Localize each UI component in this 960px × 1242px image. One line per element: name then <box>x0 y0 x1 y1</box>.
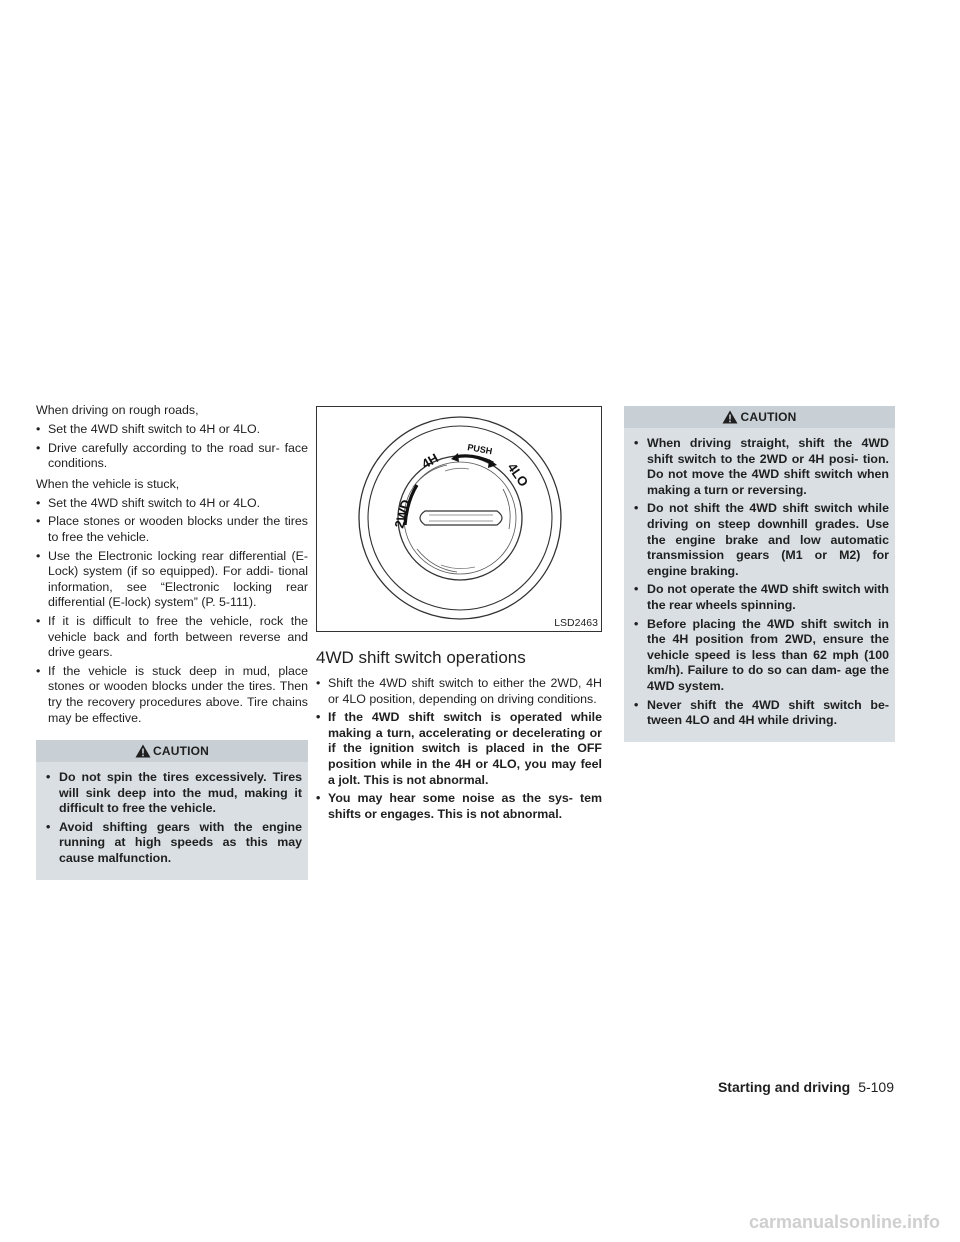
caution-item: • Avoid shifting gears with the engine running at high speeds as this may cause malfunction. <box>46 820 302 867</box>
caution-item: • Do not shift the 4WD shift switch while driving on steep downhill grades. Use the engine brake and low automatic transmission gears (M1 or M2) for engine braking. <box>634 501 889 579</box>
watermark: carmanualsonline.info <box>748 1212 940 1232</box>
label-4lo: 4LO <box>504 460 532 490</box>
list-item: • You may hear some noise as the sys- tem shifts or engages. This is not abnormal. <box>316 791 602 822</box>
section-heading: 4WD shift switch operations <box>316 648 526 667</box>
caution-list <box>624 436 895 729</box>
label-push: PUSH <box>466 442 494 457</box>
page-number: 5-109 <box>858 1079 894 1095</box>
caution-item: • Do not spin the tires excessively. Tires will sink deep into the mud, making it difficult to free the vehicle. <box>46 770 302 817</box>
list-item: • Place stones or wooden blocks under the tires to free the vehicle. <box>36 514 308 545</box>
caution-header <box>624 406 895 428</box>
caution-item: • Before placing the 4WD shift switch in the 4H position from 2WD, ensure the vehicle speed is less than 62 mph (100 km/h). Failure to do so can dam- age the 4WD system. <box>634 617 889 695</box>
list-item: • If it is difficult to free the vehicle, rock the vehicle back and forth between reverse and drive gears. <box>36 614 308 661</box>
figure-code: LSD2463 <box>554 617 598 629</box>
caution-item: • When driving straight, shift the 4WD shift switch to the 2WD or 4H posi- tion. Do not move the 4WD shift switch when making a turn or reversing. <box>634 436 889 498</box>
list-item: • Use the Electronic locking rear differential (E-Lock) system (if so equipped). For addi- tional information, see “Electronic locking rear differential (E-lock) system” (P. 5-111). <box>36 549 308 611</box>
caution-title: CAUTION <box>152 744 210 759</box>
list-item: • If the vehicle is stuck deep in mud, place stones or wooden blocks under the tires. Then try the recovery procedures above. Tire chains may be effective. <box>36 664 308 726</box>
list-item: • Shift the 4WD shift switch to either the 2WD, 4H or 4LO position, depending on driving conditions. <box>316 676 602 707</box>
caution-item: • Do not operate the 4WD shift switch with the rear wheels spinning. <box>634 582 889 613</box>
list-item: • Set the 4WD shift switch to 4H or 4LO. <box>36 496 308 512</box>
rough-roads-lead: When driving on rough roads, <box>36 403 199 417</box>
stuck-lead: When the vehicle is stuck, <box>36 476 180 491</box>
label-4h: 4H <box>419 450 441 472</box>
list-item: • If the 4WD shift switch is operated while making a turn, accelerating or decelerating or if the ignition switch is placed in the OFF position while in the 4H or 4LO, you may feel a jolt. This is not abnormal. <box>316 710 602 788</box>
warning-icon <box>135 744 151 758</box>
caution-title: CAUTION <box>740 410 797 424</box>
rough-roads-list <box>36 422 308 472</box>
caution-list <box>36 770 308 867</box>
right-column <box>624 406 895 742</box>
stuck-list <box>36 496 308 726</box>
caution-box-mud <box>36 740 308 880</box>
list-item: • Set the 4WD shift switch to 4H or 4LO. <box>36 422 308 438</box>
page-footer <box>718 1079 894 1095</box>
footer-section-name: Starting and driving <box>717 1079 851 1095</box>
label-2wd: 2WD <box>391 497 414 530</box>
shift-switch-figure <box>316 406 602 632</box>
list-item: • Drive carefully according to the road sur- face conditions. <box>36 441 308 472</box>
caution-box-shift <box>624 406 895 742</box>
caution-item: • Never shift the 4WD shift switch be- tween 4LO and 4H while driving. <box>634 698 889 729</box>
warning-icon <box>722 410 738 424</box>
shift-dial-illustration <box>317 407 601 631</box>
operations-list <box>316 676 602 822</box>
middle-column <box>316 406 602 826</box>
left-column <box>36 402 308 880</box>
caution-header <box>36 740 308 762</box>
